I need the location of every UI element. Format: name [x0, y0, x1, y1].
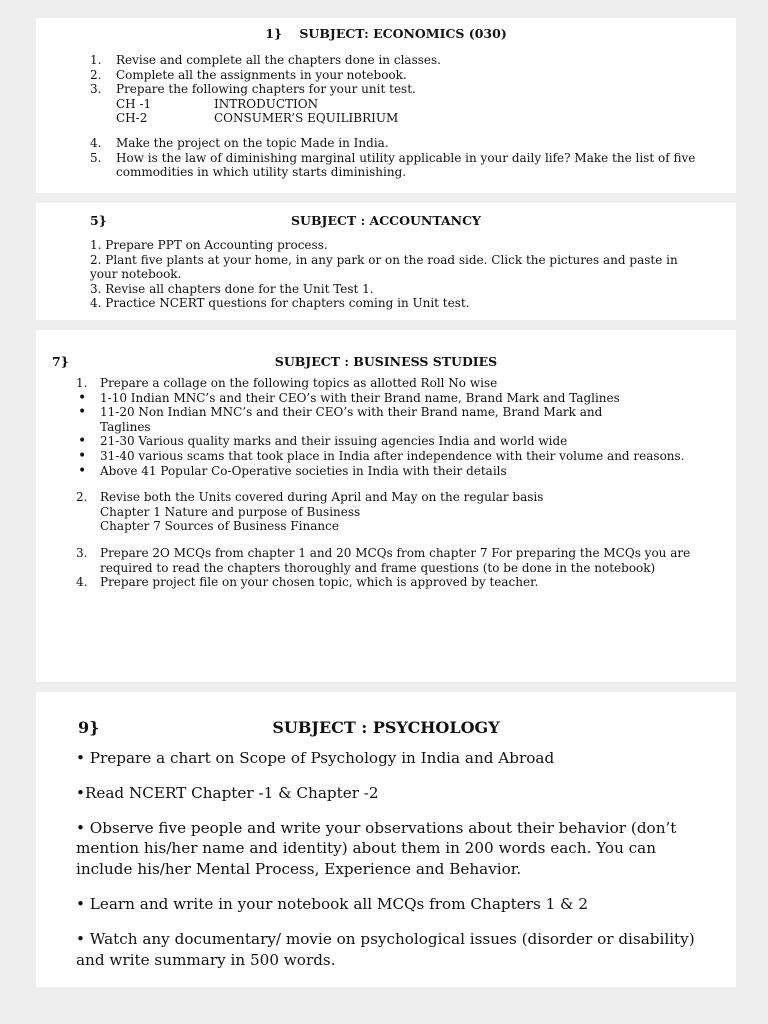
- economics-list: [90, 53, 716, 180]
- section-number: 9}: [78, 718, 100, 737]
- bullet-item: • 21-30 Various quality marks and their issuing agencies India and world wide: [78, 433, 568, 450]
- economics-heading: 1} SUBJECT: ECONOMICS (030): [265, 26, 507, 41]
- chapter-row: CH-2 CONSUMER’S EQUILIBRIUM: [116, 111, 399, 126]
- list-item: 4. Prepare project file on your chosen topic, which is approved by teacher.: [76, 575, 539, 590]
- chapter-line: Chapter 1 Nature and purpose of Business: [100, 504, 361, 519]
- accountancy-heading: SUBJECT : ACCOUNTANCY: [291, 213, 481, 228]
- list-item: 5. How is the law of diminishing marginal utility applicable in your daily life? Make the list of five commodities in which utility starts diminishing.: [90, 150, 696, 180]
- bullet-icon: •: [78, 389, 87, 406]
- business-studies-heading: SUBJECT : BUSINESS STUDIES: [274, 354, 498, 369]
- list-item: 3. Prepare 2O MCQs from chapter 1 and 20 MCQs from chapter 7 For preparing the MCQs you are required to read the chapters thoroughly and frame questions (to be done in the notebook): [76, 545, 691, 575]
- list-item: 4. Practice NCERT questions for chapters coming in Unit test.: [90, 296, 470, 311]
- chapter-line: Chapter 7 Sources of Business Finance: [100, 519, 339, 534]
- section-number: 5}: [90, 213, 107, 228]
- accountancy-section: [36, 203, 736, 320]
- bullet-icon: •: [78, 433, 87, 450]
- list-item: • Learn and write in your notebook all MCQs from Chapters 1 & 2: [76, 894, 589, 913]
- list-item: 2. Plant five plants at your home, in any park or on the road side. Click the pictures and paste in your notebook.: [90, 252, 678, 282]
- psychology-list: [76, 748, 714, 984]
- list-item: 2. Revise both the Units covered during April and May on the regular basis: [76, 490, 544, 505]
- business-studies-list: [76, 376, 696, 590]
- list-item: • Watch any documentary/ movie on psychological issues (disorder or disability) and write summary in 500 words.: [76, 929, 695, 969]
- psychology-section: [36, 692, 736, 987]
- bullet-item: • 1-10 Indian MNC’s and their CEO’s with their Brand name, Brand Mark and Taglines: [78, 389, 620, 406]
- list-item: • Observe five people and write your observations about their behavior (don’t mention his/her name and identity) about them in 200 words each. You can include his/her Mental Process, Experience and Behavior.: [76, 818, 677, 879]
- bullet-item: • Above 41 Popular Co-Operative societies in India with their details: [78, 462, 507, 479]
- list-item: 3. Revise all chapters done for the Unit Test 1.: [90, 281, 374, 296]
- bullet-icon: •: [78, 447, 87, 464]
- list-item: 2. Complete all the assignments in your notebook.: [90, 67, 407, 82]
- business-studies-section: [36, 330, 736, 682]
- chapter-row: CH -1 INTRODUCTION: [116, 96, 319, 111]
- list-item: 1. Revise and complete all the chapters done in classes.: [90, 53, 441, 67]
- bullet-item: • 11-20 Non Indian MNC’s and their CEO’s with their Brand name, Brand Mark and Taglines: [78, 404, 603, 434]
- section-number: 7}: [52, 354, 69, 369]
- list-item: 1. Prepare a collage on the following topics as allotted Roll No wise: [76, 376, 498, 390]
- list-item: 3. Prepare the following chapters for your unit test.: [90, 82, 416, 97]
- economics-section: [36, 18, 736, 193]
- bullet-icon: •: [78, 462, 87, 479]
- list-item: 1. Prepare PPT on Accounting process.: [90, 238, 328, 252]
- bullet-icon: •: [78, 404, 87, 421]
- bullet-item: • 31-40 various scams that took place in India after independence with their volume and reasons.: [78, 447, 685, 464]
- accountancy-list: [90, 238, 696, 311]
- psychology-heading: SUBJECT : PSYCHOLOGY: [272, 718, 500, 737]
- list-item: 4. Make the project on the topic Made in India.: [90, 135, 389, 150]
- list-item: •Read NCERT Chapter -1 & Chapter -2: [76, 783, 379, 802]
- list-item: • Prepare a chart on Scope of Psychology in India and Abroad: [76, 749, 555, 767]
